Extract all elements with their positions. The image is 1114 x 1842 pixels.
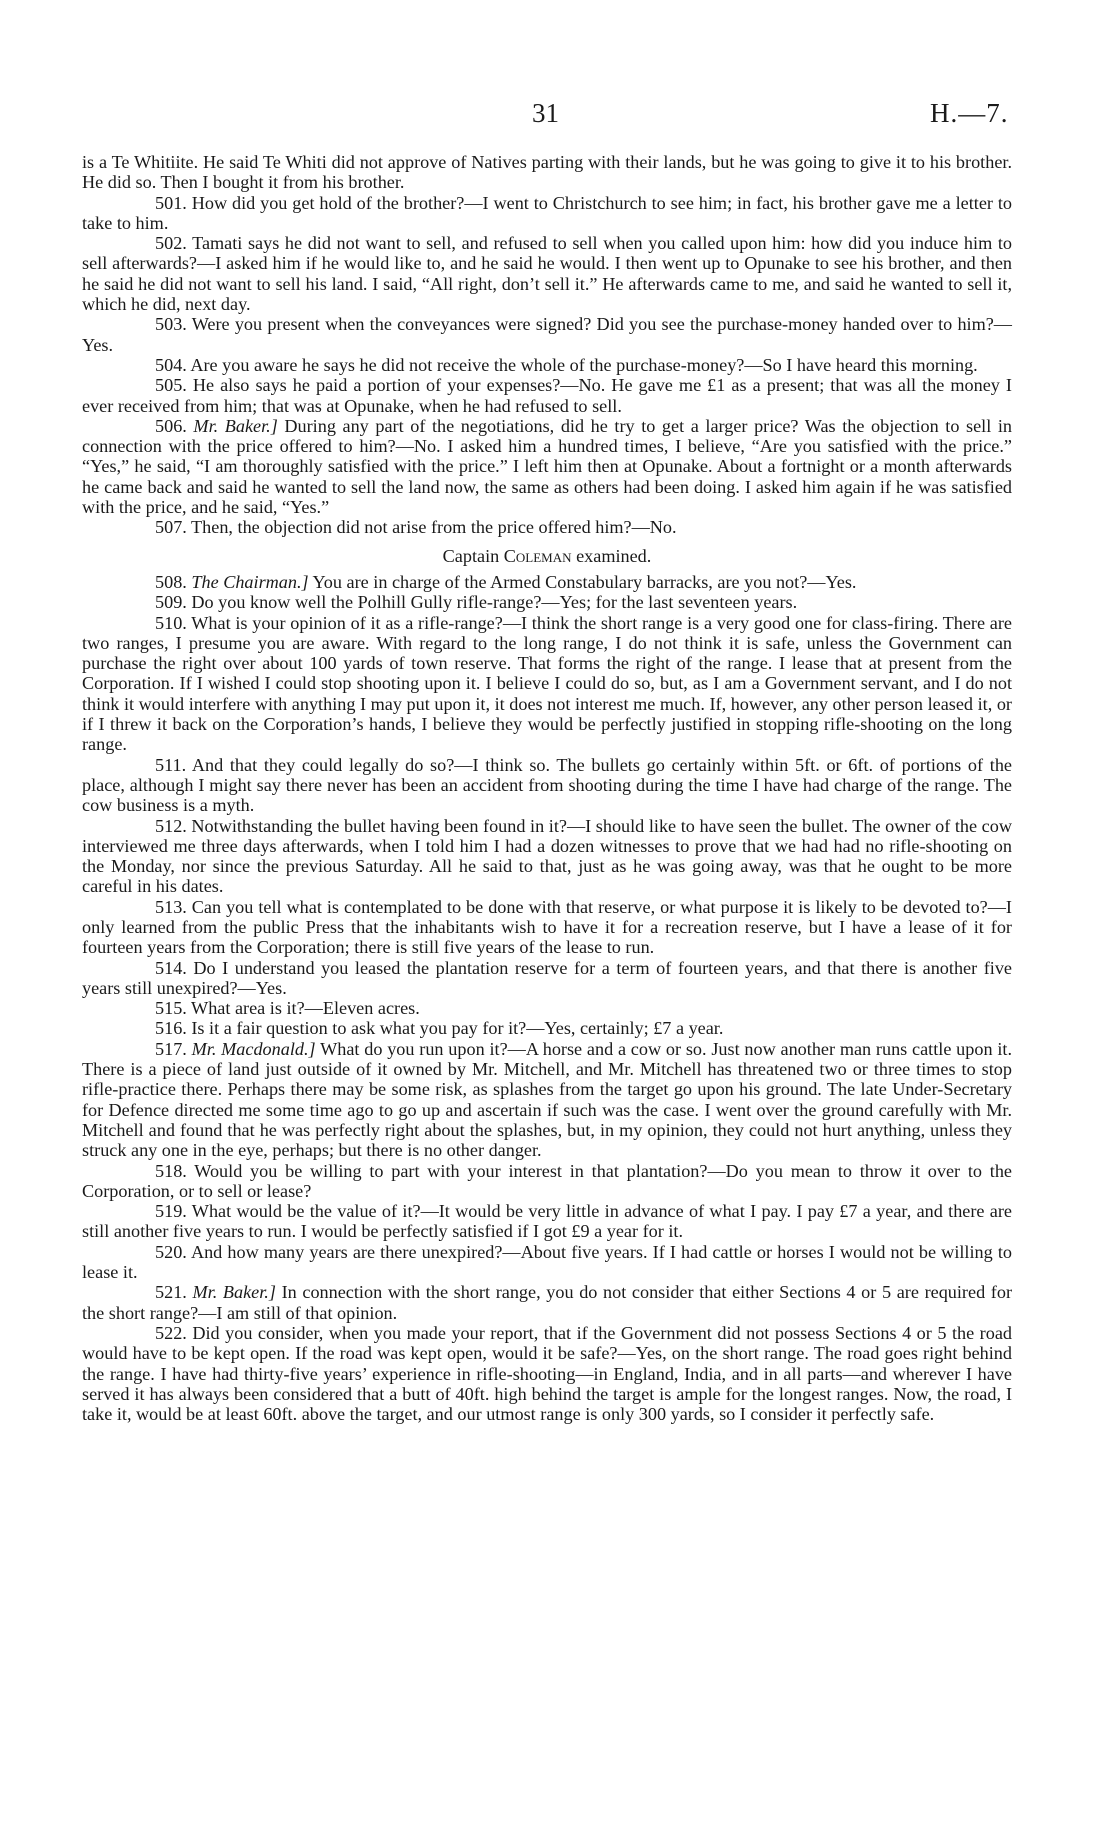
question-508 [82, 572, 1012, 592]
question-514: 514. Do I understand you leased the plantation reserve for a term of fourteen years, and that there is another five years still unexpired?—Yes. [82, 957, 1012, 998]
page-number: 31 [532, 98, 559, 128]
heading-suffix: examined. [571, 545, 652, 566]
question-522: 522. Did you consider, when you made your report, that if the Government did not possess Sections 4 or 5 the road would have to be kept open. If the road was kept open, would it be safe?—Yes, on the short range. The road goes right behind the range. I have had thirty-five years’ experience in rifle-shooting—in England, India, and in all parts—and wherever I have served it has always been considered that a butt of 40ft. high behind the target is ample for the longest ranges. Now, the road, I take it, would be at least 60ft. above the target, and our utmost range is only 300 yards, so I consider it perfectly safe. [82, 1322, 1012, 1425]
question-513: 513. Can you tell what is contemplated to be done with that reserve, or what purpose it is likely to be devoted to?—I only learned from the public Press that the inhabitants wish to have it for a recreation reserve, but I have a lease of it for fourteen years from the Corporation; there is still five years of the lease to run. [82, 896, 1012, 958]
speaker: Mr. Macdonald.] [191, 1038, 316, 1059]
speaker: Mr. Baker.] [193, 415, 278, 436]
question-501: 501. How did you get hold of the brother?—I went to Christchurch to see him; in fact, his brother gave me a letter to take to him. [82, 192, 1012, 233]
question-503: 503. Were you present when the conveyances were signed? Did you see the purchase-money handed over to him?—Yes. [82, 314, 1012, 355]
question-number: 521. [155, 1282, 193, 1303]
document-reference: H.—7. [930, 98, 1009, 128]
speaker: The Chairman.] [191, 571, 309, 592]
question-text: You are in charge of the Armed Constabulary barracks, are you not?—Yes. [308, 571, 857, 592]
question-517 [82, 1039, 1012, 1161]
question-504: 504. Are you aware he says he did not receive the whole of the purchase-money?—So I have heard this morning. [155, 354, 978, 375]
question-text: What do you run upon it?—A horse and a cow or so. Just now another man runs cattle upon it. There is a piece of land just outside of it owned by Mr. Mitchell, and Mr. Mitchell has threatened two or three times to stop rifle-practice there. Perhaps there may be some risk, as splashes from the target go upon his ground. The late Under-Secretary for Defence directed me some time ago to go up and ascertain if such was the case. I went over the ground carefully with Mr. Mitchell and found that he was perfectly right about the splashes, but, in my opinion, they could not hurt anything, unless they struck any one in the eye, perhaps; but there is no other danger. [82, 1038, 1012, 1161]
question-515: 515. What area is it?—Eleven acres. [155, 998, 420, 1019]
section-heading [82, 546, 1012, 566]
question-516: 516. Is it a fair question to ask what you pay for it?—Yes, certainly; £7 a year. [155, 1018, 724, 1039]
question-519: 519. What would be the value of it?—It would be very little in advance of what I pay. I pay £7 a year, and there are still another five years to run. I would be perfectly satisfied if I got £9 a year for it. [82, 1201, 1012, 1242]
question-text: In connection with the short range, you do not consider that either Sections 4 or 5 are required for the short range?—I am still of that opinion. [82, 1282, 1013, 1323]
question-number: 506. [155, 415, 194, 436]
question-521 [82, 1282, 1012, 1323]
question-number: 517. [155, 1038, 192, 1059]
question-518: 518. Would you be willing to part with your interest in that plantation?—Do you mean to throw it over to the Corporation, or to sell or lease? [82, 1160, 1012, 1201]
question-502: 502. Tamati says he did not want to sell, and refused to sell when you called upon him: how did you induce him to sell afterwards?—I asked him if he would like to, and he said he would. I then went up to Opunake to see his brother, and then he said he did not want to sell his land. I said, “All right, don’t sell it.” He afterwards came to me, and said he wanted to sell it, which he did, next day. [82, 233, 1012, 315]
speaker: Mr. Baker.] [192, 1282, 276, 1303]
question-510: 510. What is your opinion of it as a rifle-range?—I think the short range is a very good one for class-firing. There are two ranges, I presume you are aware. With regard to the long range, I do not think it is safe, unless the Government can purchase the right over about 100 yards of town reserve. That forms the right of the range. I lease that at present from the Corporation. If I wished I could stop shooting upon it. I believe I could do so, but, as I am a Government servant, and I do not think it would interfere with anything I may put upon it, it does not interest me much. If, however, any other person leased it, or if I threw it back on the Corporation’s hands, I believe they would be perfectly justified in stopping rifle-shooting on the long range. [82, 612, 1012, 755]
document-body [82, 152, 1012, 1424]
question-number: 508. [155, 571, 192, 592]
question-511: 511. And that they could legally do so?—I think so. The bullets go certainly within 5ft. or 6ft. of portions of the place, although I might say there never has been an accident from shooting during the time I have had charge of the range. The cow business is a myth. [82, 754, 1012, 816]
paragraph-continuation: is a Te Whitiite. He said Te Whiti did not approve of Natives parting with their lands, but he was going to give it to his brother. He did so. Then I bought it from his brother. [82, 152, 1012, 193]
question-text: During any part of the negotiations, did he try to get a larger price? Was the objection to sell in connection with the price offered to him?—No. I asked him a hundred times, I believe, “Are you satisfied with the price.” “Yes,” he said, “I am thoroughly satisfied with the price.” I left him then at Opunake. About a fortnight or a month afterwards he came back and said he wanted to sell the land now, the same as others had been doing. I asked him again if he was satisfied with the price, and he said, “Yes.” [82, 415, 1013, 518]
question-505: 505. He also says he paid a portion of your expenses?—No. He gave me £1 as a present; that was all the money I ever received from him; that was at Opunake, when he had refused to sell. [82, 375, 1012, 416]
page-header [0, 98, 1114, 132]
question-507: 507. Then, the objection did not arise from the price offered him?—No. [155, 517, 677, 538]
heading-prefix: Captain [442, 545, 504, 566]
question-509: 509. Do you know well the Polhill Gully rifle-range?—Yes; for the last seventeen years. [155, 592, 798, 613]
witness-name: Coleman [503, 545, 572, 566]
question-512: 512. Notwithstanding the bullet having been found in it?—I should like to have seen the bullet. The owner of the cow interviewed me three days afterwards, when I told him I had a dozen witnesses to prove that we had had no rifle-shooting on the Monday, nor since the previous Saturday. All he said to that, just as he was going away, was that he ought to be more careful in his dates. [82, 815, 1012, 897]
question-520: 520. And how many years are there unexpired?—About five years. If I had cattle or horses I would not be willing to lease it. [82, 1241, 1012, 1283]
question-506 [82, 416, 1012, 517]
